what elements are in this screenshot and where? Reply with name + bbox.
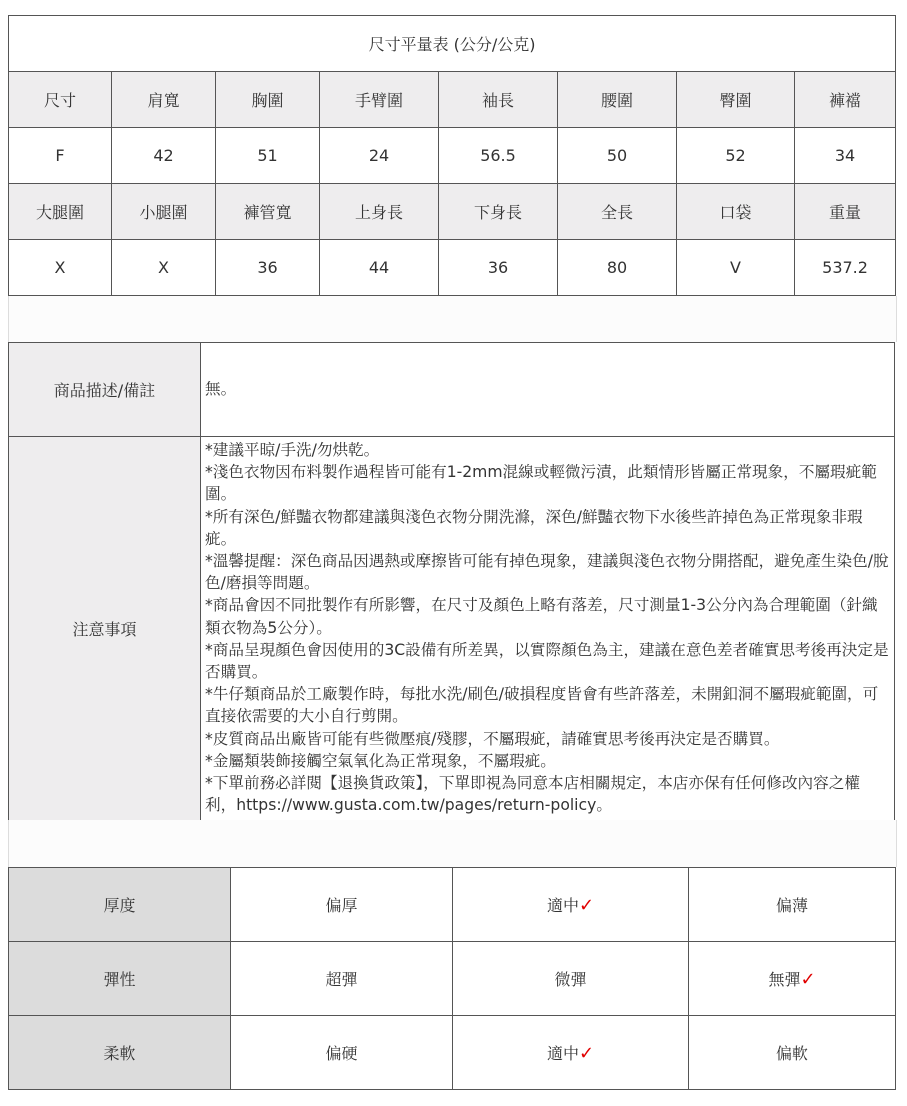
- feel-option: [689, 868, 896, 942]
- feel-option-label: 偏硬: [325, 1044, 358, 1063]
- feel-option: [453, 868, 689, 942]
- feel-option: [689, 1016, 896, 1090]
- size-value-cell: 52: [677, 128, 795, 184]
- size-value-cell: F: [9, 128, 112, 184]
- size-value-cell: 51: [216, 128, 320, 184]
- size-value-cell: 36: [439, 240, 558, 296]
- size-header-cell: 全長: [558, 184, 677, 240]
- note-item: *金屬類裝飾接觸空氣氧化為正常現象，不屬瑕疵。: [205, 751, 556, 770]
- feel-row: [9, 868, 896, 942]
- size-header-cell: 下身長: [439, 184, 558, 240]
- size-value-row-1: [9, 128, 896, 184]
- size-header-cell: 肩寬: [112, 72, 216, 128]
- feel-row: [9, 1016, 896, 1090]
- size-header-cell: 褲襠: [795, 72, 896, 128]
- size-header-cell: 小腿圍: [112, 184, 216, 240]
- feel-option-label: 無彈: [768, 970, 801, 989]
- size-header-cell: 上身長: [320, 184, 439, 240]
- size-header-cell: 重量: [795, 184, 896, 240]
- feel-label: 彈性: [9, 942, 231, 1016]
- size-value-cell: X: [9, 240, 112, 296]
- size-header-cell: 手臂圍: [320, 72, 439, 128]
- note-item: *下單前務必詳閱【退換貨政策】，下單即視為同意本店相關規定，本店亦保有任何修改內容之權利，https://www.gusta.com.tw/pages/return-policy。: [205, 774, 860, 815]
- feel-option-label: 超彈: [325, 970, 358, 989]
- size-header-row-1: [9, 72, 896, 128]
- note-item: *所有深色/鮮豔衣物都建議與淺色衣物分開洗滌，深色/鮮豔衣物下水後些許掉色為正常現象非瑕疵。: [205, 507, 863, 548]
- note-item: *牛仔類商品於工廠製作時，每批水洗/刷色/破損程度皆會有些許落差，未開釦洞不屬瑕疵範圍，可直接依需要的大小自行剪開。: [205, 685, 879, 726]
- spacer: [8, 820, 897, 867]
- spacer: [8, 296, 897, 342]
- feel-row: [9, 942, 896, 1016]
- feel-label: 厚度: [9, 868, 231, 942]
- feel-option: [231, 942, 453, 1016]
- size-header-cell: 腰圍: [558, 72, 677, 128]
- size-value-cell: V: [677, 240, 795, 296]
- fabric-feel-table: [8, 867, 896, 1090]
- feel-option: [453, 942, 689, 1016]
- size-value-cell: X: [112, 240, 216, 296]
- size-value-cell: 80: [558, 240, 677, 296]
- size-value-cell: 24: [320, 128, 439, 184]
- note-item: *商品會因不同批製作有所影響，在尺寸及顏色上略有落差，尺寸測量1-3公分內為合理範圍（針織類衣物為5公分）。: [205, 596, 878, 637]
- notes-label: 注意事項: [9, 437, 201, 821]
- size-header-cell: 袖長: [439, 72, 558, 128]
- feel-option-label: 偏薄: [775, 896, 808, 915]
- feel-label: 柔軟: [9, 1016, 231, 1090]
- description-label: 商品描述/備註: [9, 343, 201, 437]
- description-table: [8, 342, 895, 821]
- feel-option: [689, 942, 896, 1016]
- size-header-cell: 胸圍: [216, 72, 320, 128]
- size-value-row-2: [9, 240, 896, 296]
- size-value-cell: 42: [112, 128, 216, 184]
- check-icon: ✓: [578, 1043, 595, 1064]
- size-header-cell: 尺寸: [9, 72, 112, 128]
- size-value-cell: 537.2: [795, 240, 896, 296]
- size-value-cell: 44: [320, 240, 439, 296]
- note-item: *淺色衣物因布料製作過程皆可能有1-2mm混線或輕微污漬，此類情形皆屬正常現象，不屬瑕疵範圍。: [205, 463, 877, 504]
- feel-option-label: 適中: [546, 1044, 579, 1063]
- note-item: *皮質商品出廠皆可能有些微壓痕/殘膠，不屬瑕疵，請確實思考後再決定是否購買。: [205, 729, 780, 748]
- size-value-cell: 36: [216, 240, 320, 296]
- feel-option: [231, 1016, 453, 1090]
- check-icon: ✓: [800, 969, 816, 990]
- size-header-cell: 口袋: [677, 184, 795, 240]
- feel-option-label: 偏軟: [775, 1044, 808, 1063]
- size-header-cell: 臀圍: [677, 72, 795, 128]
- feel-option-label: 偏厚: [325, 896, 358, 915]
- size-header-row-2: [9, 184, 896, 240]
- description-value: 無。: [201, 343, 895, 437]
- size-header-cell: 大腿圍: [9, 184, 112, 240]
- check-icon: ✓: [578, 895, 595, 916]
- feel-option: [231, 868, 453, 942]
- size-header-cell: 褲管寬: [216, 184, 320, 240]
- notes-list: [201, 437, 895, 821]
- feel-option-label: 微彈: [554, 970, 587, 989]
- feel-option-label: 適中: [546, 896, 579, 915]
- size-value-cell: 56.5: [439, 128, 558, 184]
- note-item: *商品呈現顏色會因使用的3C設備有所差異，以實際顏色為主，建議在意色差者確實思考後再決定是否購買。: [205, 640, 889, 682]
- size-table: [8, 15, 896, 296]
- note-item: *建議平晾/手洗/勿烘乾。: [205, 441, 380, 459]
- feel-option: [453, 1016, 689, 1090]
- size-table-title: 尺寸平量表 (公分/公克): [9, 16, 896, 72]
- size-value-cell: 34: [795, 128, 896, 184]
- note-item: *溫馨提醒：深色商品因遇熱或摩擦皆可能有掉色現象，建議與淺色衣物分開搭配，避免產生染色/脫色/磨損等問題。: [205, 552, 889, 593]
- size-value-cell: 50: [558, 128, 677, 184]
